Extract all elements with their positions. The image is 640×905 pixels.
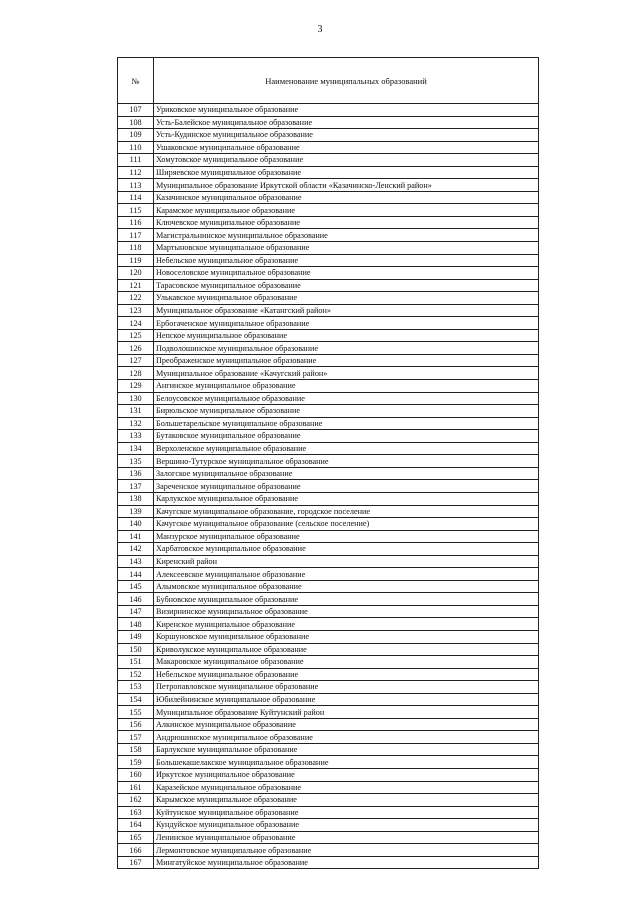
row-number: 153 [118,681,154,694]
row-number: 129 [118,380,154,393]
row-municipality-name: Макаровское муниципальное образование [154,656,539,669]
row-municipality-name: Андрюшинское муниципальное образование [154,731,539,744]
row-municipality-name: Петропавловское муниципальное образование [154,681,539,694]
table-row [118,505,539,518]
table-row [118,329,539,342]
row-municipality-name: Куйтунское муниципальное образование [154,806,539,819]
row-municipality-name: Небельское муниципальное образование [154,254,539,267]
table-row [118,693,539,706]
table-row [118,543,539,556]
row-municipality-name: Иркутское муниципальное образование [154,768,539,781]
table-row [118,455,539,468]
row-municipality-name: Зареченское муниципальное образование [154,480,539,493]
row-municipality-name: Муниципальное образование «Качугский район» [154,367,539,380]
row-municipality-name: Преображенское муниципальное образование [154,354,539,367]
row-number: 155 [118,706,154,719]
table-row [118,794,539,807]
table-row [118,856,539,869]
row-number: 116 [118,216,154,229]
row-municipality-name: Уриковское муниципальное образование [154,104,539,117]
table-row [118,756,539,769]
table-row [118,706,539,719]
row-number: 108 [118,116,154,129]
table-row [118,630,539,643]
row-number: 136 [118,467,154,480]
table-row [118,580,539,593]
row-municipality-name: Усть-Кудинское муниципальное образование [154,129,539,142]
row-number: 158 [118,743,154,756]
row-municipality-name: Карамское муниципальное образование [154,204,539,217]
row-municipality-name: Коршуновское муниципальное образование [154,630,539,643]
row-number: 139 [118,505,154,518]
table-row [118,229,539,242]
row-municipality-name: Новоселовское муниципальное образование [154,267,539,280]
header-name: Наименование муниципальных образований [154,58,539,104]
row-municipality-name: Ключевское муниципальное образование [154,216,539,229]
row-number: 157 [118,731,154,744]
table-row [118,618,539,631]
row-municipality-name: Большекашелакское муниципальное образование [154,756,539,769]
row-municipality-name: Барлукское муниципальное образование [154,743,539,756]
table-row [118,743,539,756]
table-row [118,417,539,430]
row-number: 124 [118,317,154,330]
row-municipality-name: Усть-Балейское муниципальное образование [154,116,539,129]
row-municipality-name: Муниципальное образование Иркутской области «Казачинско-Ленский район» [154,179,539,192]
row-municipality-name: Кундуйское муниципальное образование [154,819,539,832]
row-municipality-name: Тарасовское муниципальное образование [154,279,539,292]
table-row [118,492,539,505]
table-body [118,104,539,869]
table-row [118,317,539,330]
row-number: 115 [118,204,154,217]
row-municipality-name: Ленинское муниципальное образование [154,831,539,844]
table-row [118,141,539,154]
row-municipality-name: Небельское муниципальное образование [154,668,539,681]
row-number: 114 [118,191,154,204]
row-number: 113 [118,179,154,192]
row-number: 151 [118,656,154,669]
table-row [118,480,539,493]
row-number: 125 [118,329,154,342]
table-row [118,442,539,455]
row-municipality-name: Бирюльское муниципальное образование [154,405,539,418]
table-row [118,367,539,380]
row-number: 130 [118,392,154,405]
table-row [118,380,539,393]
table-row [118,216,539,229]
row-number: 159 [118,756,154,769]
row-municipality-name: Ушаковское муниципальное образование [154,141,539,154]
row-municipality-name: Мартыновское муниципальное образование [154,242,539,255]
row-number: 167 [118,856,154,869]
row-number: 134 [118,442,154,455]
table-row [118,430,539,443]
table-row [118,292,539,305]
row-number: 160 [118,768,154,781]
row-number: 140 [118,518,154,531]
row-number: 146 [118,593,154,606]
row-municipality-name: Магистральнинское муниципальное образование [154,229,539,242]
row-municipality-name: Улькавское муниципальное образование [154,292,539,305]
row-number: 118 [118,242,154,255]
row-municipality-name: Алексеевское муниципальное образование [154,568,539,581]
row-number: 126 [118,342,154,355]
table-row [118,593,539,606]
row-number: 149 [118,630,154,643]
row-number: 131 [118,405,154,418]
row-number: 111 [118,154,154,167]
row-number: 110 [118,141,154,154]
row-number: 109 [118,129,154,142]
row-number: 127 [118,354,154,367]
row-municipality-name: Карымское муниципальное образование [154,794,539,807]
table-row [118,405,539,418]
row-number: 143 [118,555,154,568]
row-municipality-name: Харбатовское муниципальное образование [154,543,539,556]
row-municipality-name: Каразейское муниципальное образование [154,781,539,794]
row-number: 121 [118,279,154,292]
row-number: 154 [118,693,154,706]
table-row [118,191,539,204]
row-number: 132 [118,417,154,430]
table-row [118,467,539,480]
row-municipality-name: Качугское муниципальное образование, городское поселение [154,505,539,518]
table-row [118,166,539,179]
row-number: 128 [118,367,154,380]
table-row [118,768,539,781]
row-municipality-name: Муниципальное образование Куйтунский район [154,706,539,719]
row-municipality-name: Алкинское муниципальное образование [154,718,539,731]
table-row [118,392,539,405]
row-number: 145 [118,580,154,593]
row-number: 120 [118,267,154,280]
row-municipality-name: Ербогаченское муниципальное образование [154,317,539,330]
table-row [118,179,539,192]
row-municipality-name: Визирнинское муниципальное образование [154,605,539,618]
table-row [118,681,539,694]
row-number: 117 [118,229,154,242]
row-municipality-name: Верхоленское муниципальное образование [154,442,539,455]
table-row [118,530,539,543]
row-number: 147 [118,605,154,618]
row-municipality-name: Манзурское муниципальное образование [154,530,539,543]
row-number: 156 [118,718,154,731]
row-municipality-name: Бубновское муниципальное образование [154,593,539,606]
row-municipality-name: Киренский район [154,555,539,568]
table-row [118,304,539,317]
table-header [118,58,539,104]
row-municipality-name: Качугское муниципальное образование (сельское поселение) [154,518,539,531]
row-municipality-name: Юбилейнинское муниципальное образование [154,693,539,706]
table-row [118,844,539,857]
row-municipality-name: Лермонтовское муниципальное образование [154,844,539,857]
row-municipality-name: Карлукское муниципальное образование [154,492,539,505]
table-row [118,104,539,117]
row-number: 166 [118,844,154,857]
row-municipality-name: Муниципальное образование «Катангский район» [154,304,539,317]
table-row [118,806,539,819]
table-row [118,242,539,255]
row-municipality-name: Казачинское муниципальное образование [154,191,539,204]
table-row [118,555,539,568]
row-number: 142 [118,543,154,556]
row-municipality-name: Залогское муниципальное образование [154,467,539,480]
row-number: 161 [118,781,154,794]
table-row [118,154,539,167]
row-number: 122 [118,292,154,305]
table-row [118,354,539,367]
row-municipality-name: Киренское муниципальное образование [154,618,539,631]
row-number: 163 [118,806,154,819]
row-number: 137 [118,480,154,493]
header-number: № [118,58,154,104]
table-row [118,267,539,280]
table-row [118,342,539,355]
page-number: 3 [317,24,323,35]
row-municipality-name: Алымовское муниципальное образование [154,580,539,593]
table-row [118,568,539,581]
row-municipality-name: Криволукское муниципальное образование [154,643,539,656]
table-row [118,279,539,292]
municipalities-table [117,57,539,869]
row-number: 135 [118,455,154,468]
row-number: 112 [118,166,154,179]
row-number: 107 [118,104,154,117]
row-municipality-name: Подволошинское муниципальное образование [154,342,539,355]
row-number: 150 [118,643,154,656]
row-number: 148 [118,618,154,631]
row-number: 123 [118,304,154,317]
table-row [118,605,539,618]
row-number: 133 [118,430,154,443]
row-number: 152 [118,668,154,681]
table-row [118,643,539,656]
row-municipality-name: Ангинское муниципальное образование [154,380,539,393]
row-number: 138 [118,492,154,505]
row-municipality-name: Хомутовское муниципальное образование [154,154,539,167]
row-number: 141 [118,530,154,543]
row-number: 162 [118,794,154,807]
header-row [118,58,539,104]
row-municipality-name: Мингатуйское муниципальное образование [154,856,539,869]
row-number: 119 [118,254,154,267]
table-row [118,831,539,844]
table-row [118,656,539,669]
table-row [118,204,539,217]
row-municipality-name: Вершино-Тутурское муниципальное образование [154,455,539,468]
row-number: 164 [118,819,154,832]
table-row [118,731,539,744]
row-municipality-name: Белоусовское муниципальное образование [154,392,539,405]
table-row [118,129,539,142]
table-row [118,781,539,794]
table-row [118,718,539,731]
table-row [118,116,539,129]
table-row [118,668,539,681]
row-municipality-name: Бутаковское муниципальное образование [154,430,539,443]
table-row [118,819,539,832]
row-number: 144 [118,568,154,581]
row-number: 165 [118,831,154,844]
row-municipality-name: Непское муниципальное образование [154,329,539,342]
row-municipality-name: Большетарельское муниципальное образование [154,417,539,430]
table-row [118,518,539,531]
row-municipality-name: Ширяевское муниципальное образование [154,166,539,179]
table-row [118,254,539,267]
